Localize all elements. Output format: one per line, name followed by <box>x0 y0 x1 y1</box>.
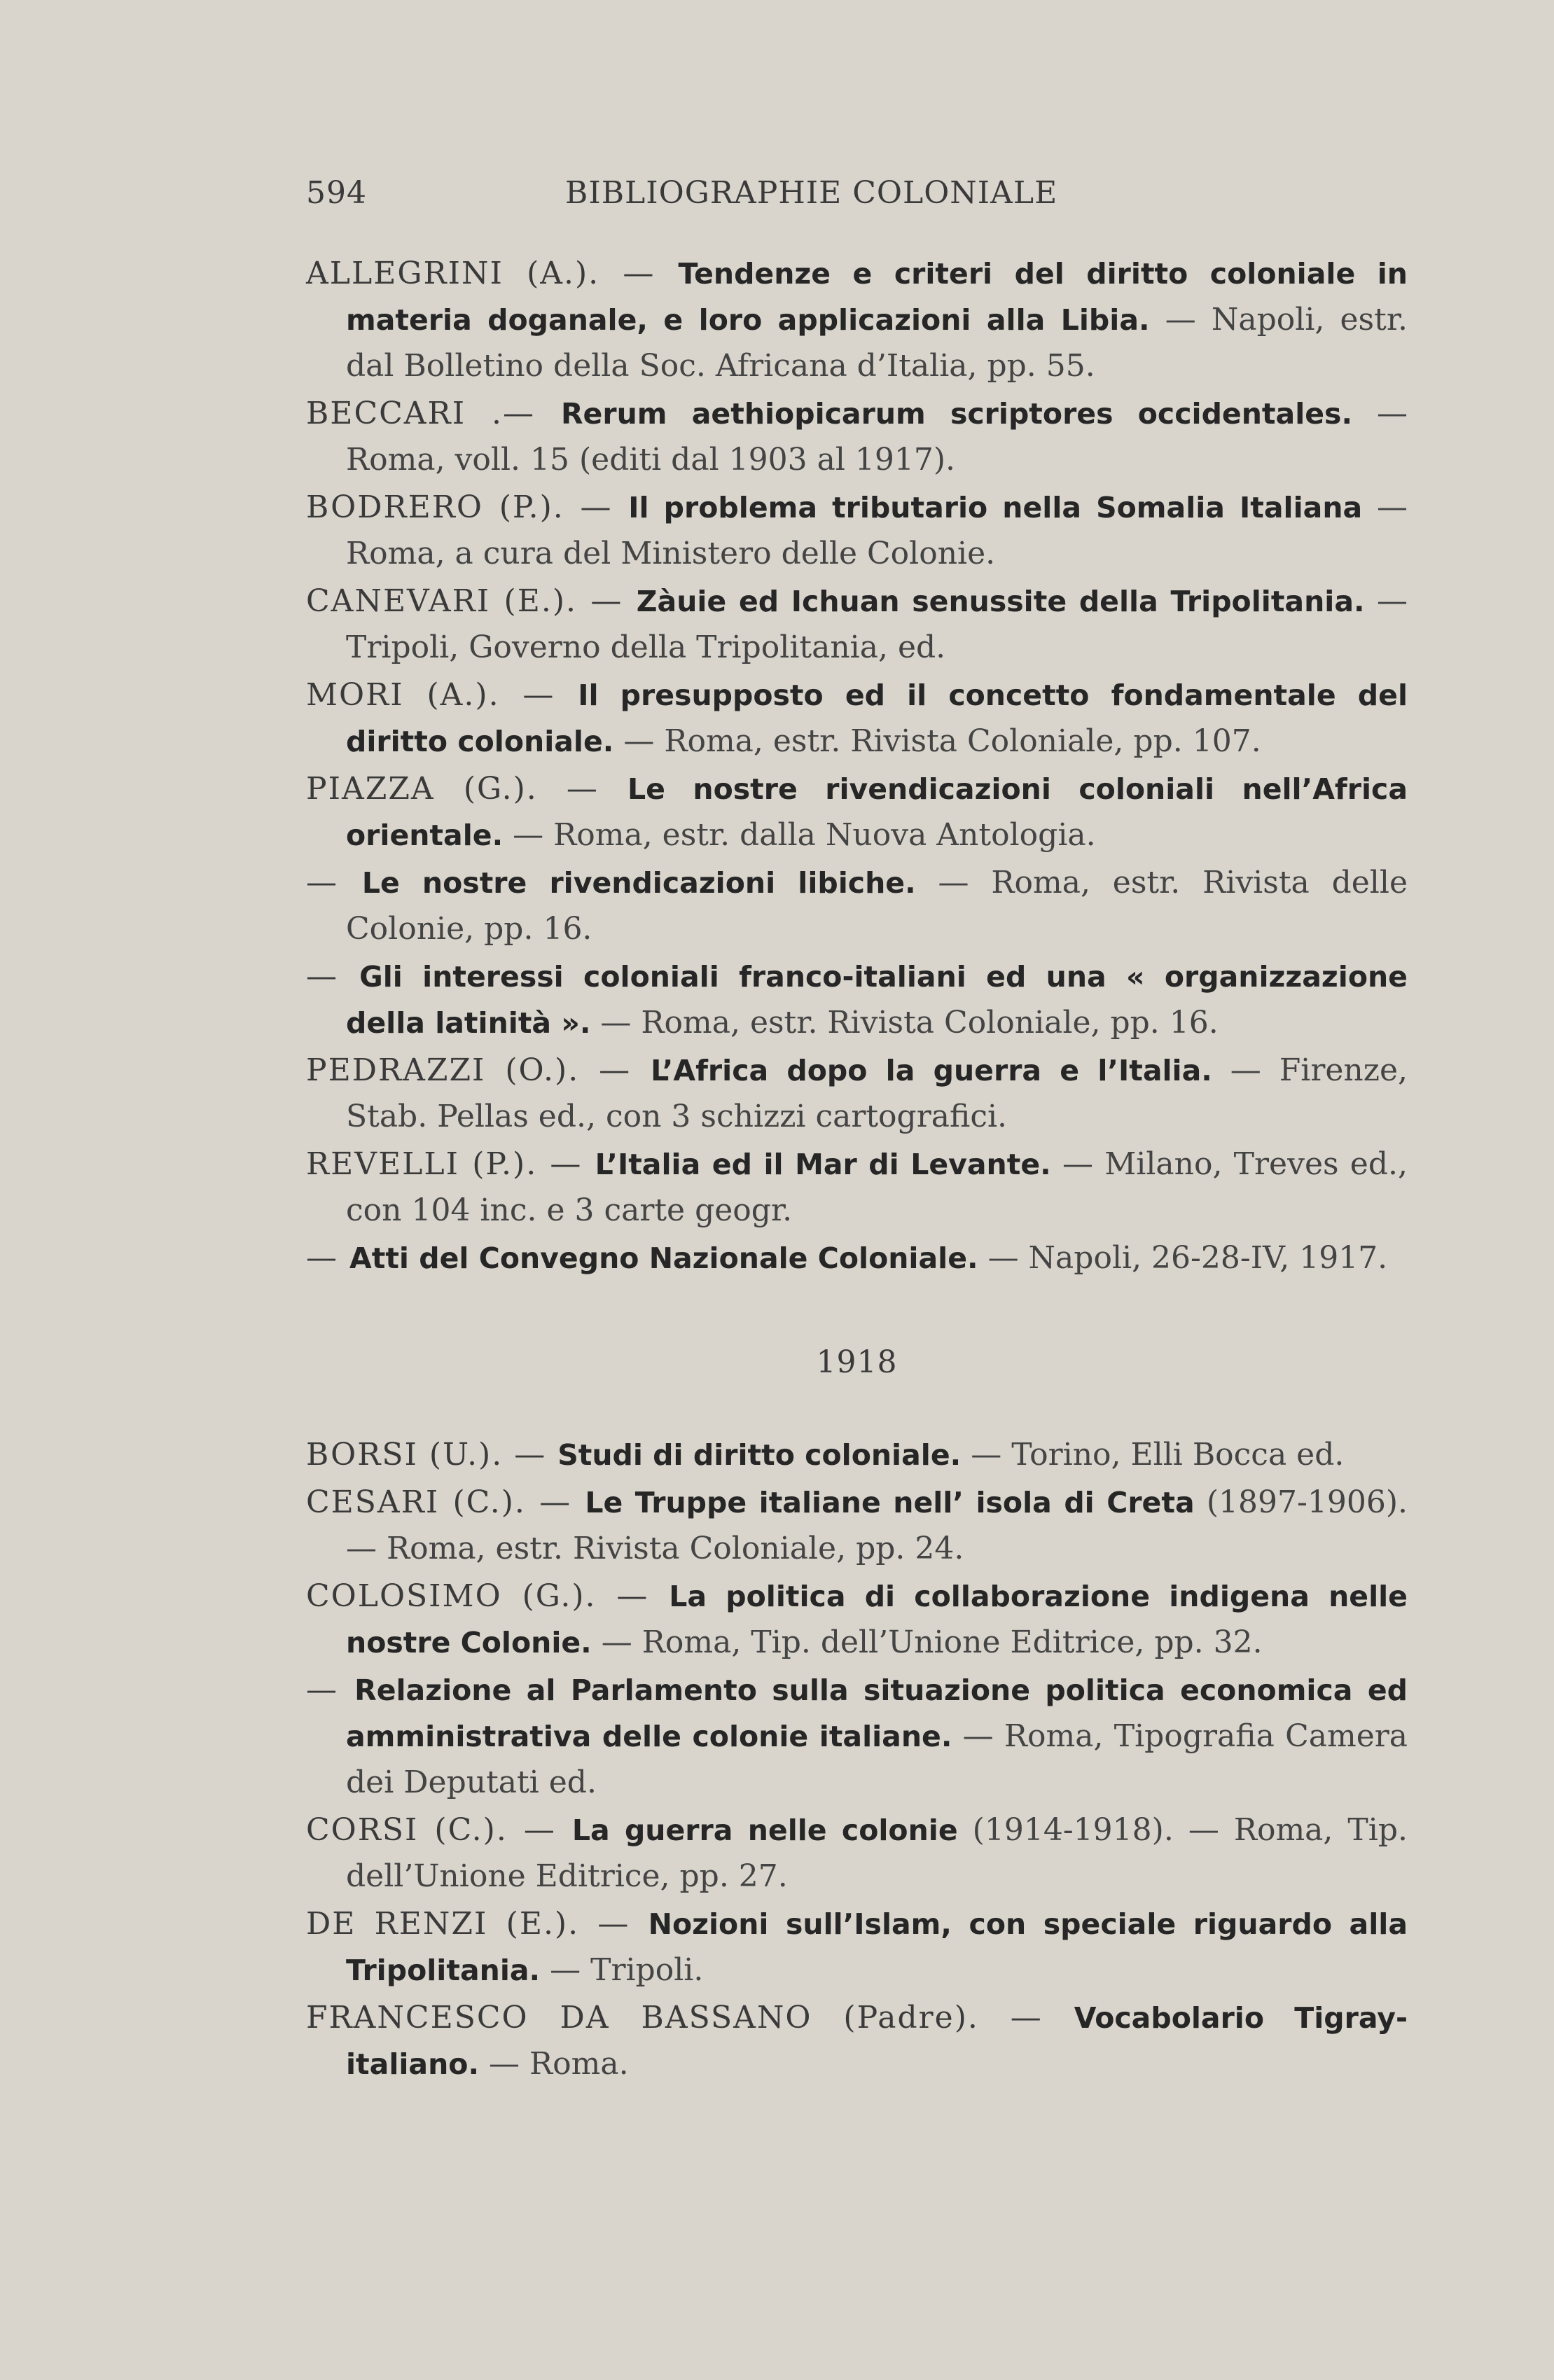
entry-author: BORSI (U.). — <box>306 1437 558 1473</box>
entry-author: — <box>306 1240 349 1276</box>
entry-details: — Roma, a cura del Ministero delle Colonie. <box>346 489 1408 571</box>
entry-details: — Roma, estr. dalla Nuova Antologia. <box>503 817 1096 853</box>
entry-author: COLOSIMO (G.). — <box>306 1578 670 1614</box>
entry-author: BODRERO (P.). — <box>306 489 629 525</box>
entry-details: — Tripoli, Governo della Tripolitania, ed. <box>346 583 1408 665</box>
entry-title: Nozioni sull’Islam, con speciale riguardo alla Tripolitania. <box>346 1907 1408 1987</box>
entry-title: Tendenze e criteri del diritto coloniale in materia doganale, e loro applicazioni alla Libia. <box>346 257 1408 337</box>
entry-details: — Napoli, 26-28-IV, 1917. <box>978 1240 1388 1276</box>
entry-author: — <box>306 959 360 994</box>
bibliography-1917 <box>306 251 1408 1281</box>
entry-details: — Torino, Elli Bocca ed. <box>961 1437 1345 1473</box>
bibliography-entry <box>306 1048 1408 1140</box>
entry-title: Atti del Convegno Nazionale Coloniale. <box>349 1241 978 1275</box>
entry-author: CESARI (C.). — <box>306 1484 585 1520</box>
entry-details: — Roma, estr. Rivista Coloniale, pp. 16. <box>590 1005 1219 1041</box>
entry-title: La guerra nelle colonie <box>571 1814 958 1847</box>
entry-title: Il presupposto ed il concetto fondamentale del diritto coloniale. <box>346 678 1408 758</box>
bibliography-entry <box>306 1667 1408 1806</box>
bibliography-entry <box>306 672 1408 765</box>
entry-details: — Roma, estr. Rivista Coloniale, pp. 107. <box>613 723 1261 759</box>
bibliography-entry <box>306 1573 1408 1666</box>
bibliography-entry <box>306 485 1408 577</box>
entry-title: Vocabolario Tigray-italiano. <box>346 2001 1408 2081</box>
running-header <box>306 175 1408 217</box>
entry-title: Studi di diritto coloniale. <box>557 1438 962 1472</box>
entry-details: — Roma, estr. Rivista delle Colonie, pp. 16. <box>346 865 1408 947</box>
running-title: BIBLIOGRAPHIE COLONIALE <box>565 175 1058 211</box>
entry-title: L’Italia ed il Mar di Levante. <box>595 1148 1051 1181</box>
entry-author: ALLEGRINI (A.). — <box>306 256 679 291</box>
entry-title: Le Truppe italiane nell’ isola di Creta <box>585 1486 1195 1519</box>
entry-title: Gli interessi coloniali franco-italiani ed una « organizzazione della latinità ». <box>346 960 1408 1040</box>
entry-author: REVELLI (P.). — <box>306 1146 595 1182</box>
entry-details: — Milano, Treves ed., con 104 inc. e 3 carte geogr. <box>346 1146 1408 1228</box>
bibliography-entry <box>306 251 1408 389</box>
entry-author: CANEVARI (E.). — <box>306 583 637 619</box>
entry-details: — Napoli, estr. dal Bolletino della Soc. Africana d’Italia, pp. 55. <box>346 302 1408 384</box>
entry-author: — <box>306 865 362 900</box>
entry-details: (1897-1906). — Roma, estr. Rivista Coloniale, pp. 24. <box>346 1484 1408 1566</box>
entry-details: — Roma, Tipografia Camera dei Deputati ed. <box>346 1718 1408 1800</box>
bibliography-entry <box>306 1995 1408 2087</box>
entry-details: — Tripoli. <box>540 1952 704 1988</box>
entry-title: Le nostre rivendicazioni libiche. <box>361 866 916 900</box>
bibliography-1918 <box>306 1432 1408 2087</box>
entry-author: BECCARI .— <box>306 396 561 431</box>
entry-author: DE RENZI (E.). — <box>306 1906 648 1942</box>
entry-title: La politica di collaborazione indigena nelle nostre Colonie. <box>346 1580 1408 1659</box>
bibliography-entry <box>306 578 1408 671</box>
bibliography-entry <box>306 1807 1408 1900</box>
entry-details: — Roma, voll. 15 (editi dal 1903 al 1917). <box>346 396 1408 478</box>
entry-author: CORSI (C.). — <box>306 1812 572 1848</box>
bibliography-entry <box>306 860 1408 952</box>
entry-author: FRANCESCO DA BASSANO (Padre). — <box>306 2000 1074 2035</box>
page-content <box>306 175 1408 2089</box>
entry-author: MORI (A.). — <box>306 677 578 713</box>
bibliography-entry <box>306 1480 1408 1572</box>
year-heading: 1918 <box>816 1344 898 1380</box>
entry-title: Zàuie ed Ichuan senussite della Tripolitania. <box>636 585 1365 618</box>
bibliography-entry <box>306 1235 1408 1281</box>
entry-details: (1914-1918). — Roma, Tip. dell’Unione Editrice, pp. 27. <box>346 1812 1408 1894</box>
entry-author: PEDRAZZI (O.). — <box>306 1052 651 1088</box>
entry-author: PIAZZA (G.). — <box>306 771 628 807</box>
entry-author: — <box>306 1672 355 1708</box>
entry-title: Le nostre rivendicazioni coloniali nell’Africa orientale. <box>346 772 1408 852</box>
entry-title: Il problema tributario nella Somalia Italiana <box>628 491 1363 524</box>
entry-title: L’Africa dopo la guerra e l’Italia. <box>651 1054 1212 1087</box>
entry-title: Rerum aethiopicarum scriptores occidentales. <box>560 397 1353 431</box>
bibliography-entry <box>306 391 1408 483</box>
bibliography-entry <box>306 954 1408 1046</box>
entry-details: — Roma. <box>479 2046 629 2082</box>
entry-details: — Roma, Tip. dell’Unione Editrice, pp. 32. <box>591 1624 1263 1660</box>
entry-details: — Firenze, Stab. Pellas ed., con 3 schizzi cartografici. <box>346 1052 1408 1134</box>
bibliography-entry <box>306 1901 1408 1993</box>
bibliography-entry <box>306 1141 1408 1234</box>
entry-title: Relazione al Parlamento sulla situazione politica economica ed amministrativa delle colonie italiane. <box>346 1673 1408 1753</box>
bibliography-entry <box>306 1432 1408 1478</box>
bibliography-entry <box>306 766 1408 858</box>
page-number: 594 <box>306 175 367 211</box>
